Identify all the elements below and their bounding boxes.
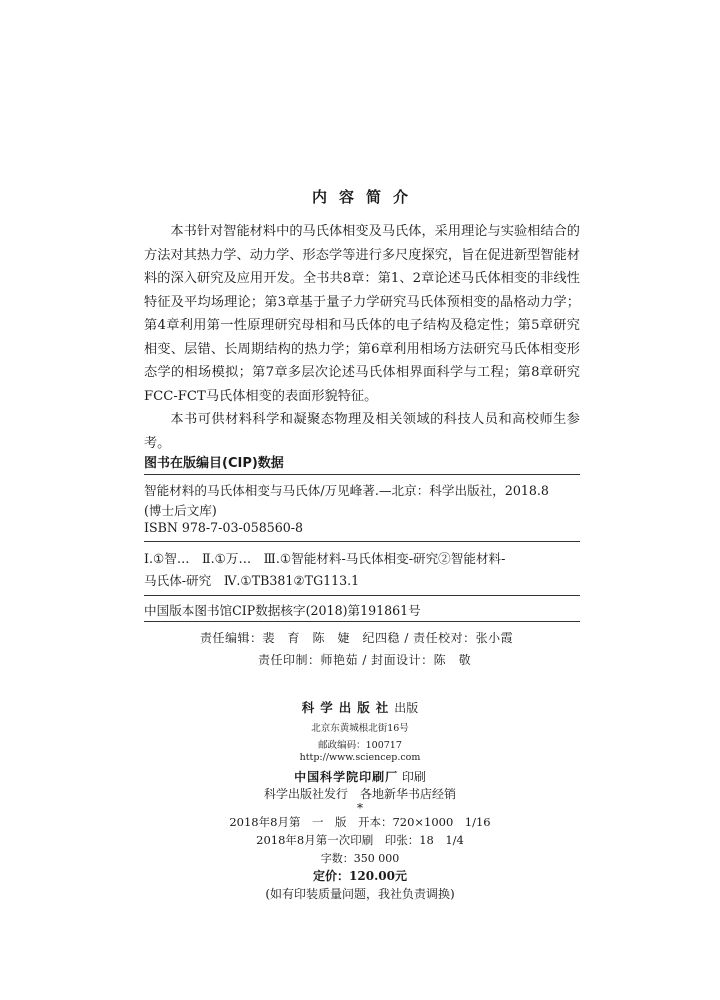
edition-line-1: 2018年8月第 一 版 开本：720×1000 1/16: [229, 815, 491, 829]
cip-heading: 图书在版编目(CIP)数据: [144, 456, 284, 471]
distributor-line: 科学出版社发行 各地新华书店经销: [263, 787, 456, 801]
quality-notice: (如有印装质量问题，我社负责调换): [265, 887, 455, 901]
printer-suffix: 印刷: [398, 770, 426, 784]
printer-line: [0, 768, 720, 785]
cip-isbn: ISBN 978-7-03-058560-8: [144, 520, 304, 535]
cip-verification: 中国版本图书馆CIP数据核字(2018)第191861号: [144, 603, 421, 618]
editors-credit: 责任编辑：裴 育 陈 婕 纪四稳 / 责任校对：张小霞: [200, 631, 514, 645]
intro-body: [144, 220, 580, 455]
intro-paragraph-1: 本书针对智能材料中的马氏体相变及马氏体，采用理论与实验相结合的方法对其热力学、动力学、形态学等进行多尺度探究，旨在促进新型智能材料的深入研究及应用开发。全书共8章：第1、2章论述马氏体相变的非线性特征及平均场理论；第3章基于量子力学研究马氏体预相变的晶格动力学；第4章利用第一性原理研究母相和马氏体的电子结构及稳定性；第5章研究相变、层错、长周期结构的热力学；第6章利用相场方法研究马氏体相变形态学的相场模拟；第7章多层次论述马氏体相界面科学与工程；第8章研究FCC-FCT马氏体相变的表面形貌特征。: [144, 224, 580, 404]
printer-name: 中国科学院印刷厂: [294, 770, 399, 784]
publisher-postcode: 邮政编码：100717: [318, 740, 402, 751]
intro-title: 内容简介: [311, 188, 420, 206]
cip-classification-2: 马氏体-研究 Ⅳ.①TB381②TG113.1: [144, 573, 360, 588]
word-count: 字数：350 000: [320, 852, 400, 865]
intro-paragraph-2: 本书可供材料科学和凝聚态物理及相关领域的科技人员和高校师生参考。: [144, 412, 580, 451]
cip-classification-1: Ⅰ.①智… Ⅱ.①万… Ⅲ.①智能材料-马氏体相变-研究②智能材料-: [144, 551, 506, 566]
publisher-url: http://www.sciencep.com: [299, 752, 421, 763]
cip-title-line: 智能材料的马氏体相变与马氏体/万见峰著.—北京：科学出版社，2018.8: [144, 483, 549, 498]
publisher-suffix: 出版: [394, 701, 419, 715]
cip-divider-2: [144, 595, 580, 596]
edition-line-2: 2018年8月第一次印刷 印张：18 1/4: [256, 833, 464, 847]
cip-divider-1: [144, 541, 580, 542]
price: 定价：120.00元: [313, 869, 407, 883]
production-credit: 责任印制：师艳茹 / 封面设计：陈 敬: [258, 653, 472, 667]
publisher-name: 科学出版社: [301, 700, 395, 715]
cip-series-line: (博士后文库): [144, 503, 217, 518]
cip-bottom-rule: [144, 621, 580, 622]
separator-asterisk: *: [357, 801, 363, 815]
publisher-address: 北京东黄城根北街16号: [311, 723, 409, 734]
publisher-line: [0, 698, 720, 716]
cip-top-rule: [144, 474, 580, 475]
